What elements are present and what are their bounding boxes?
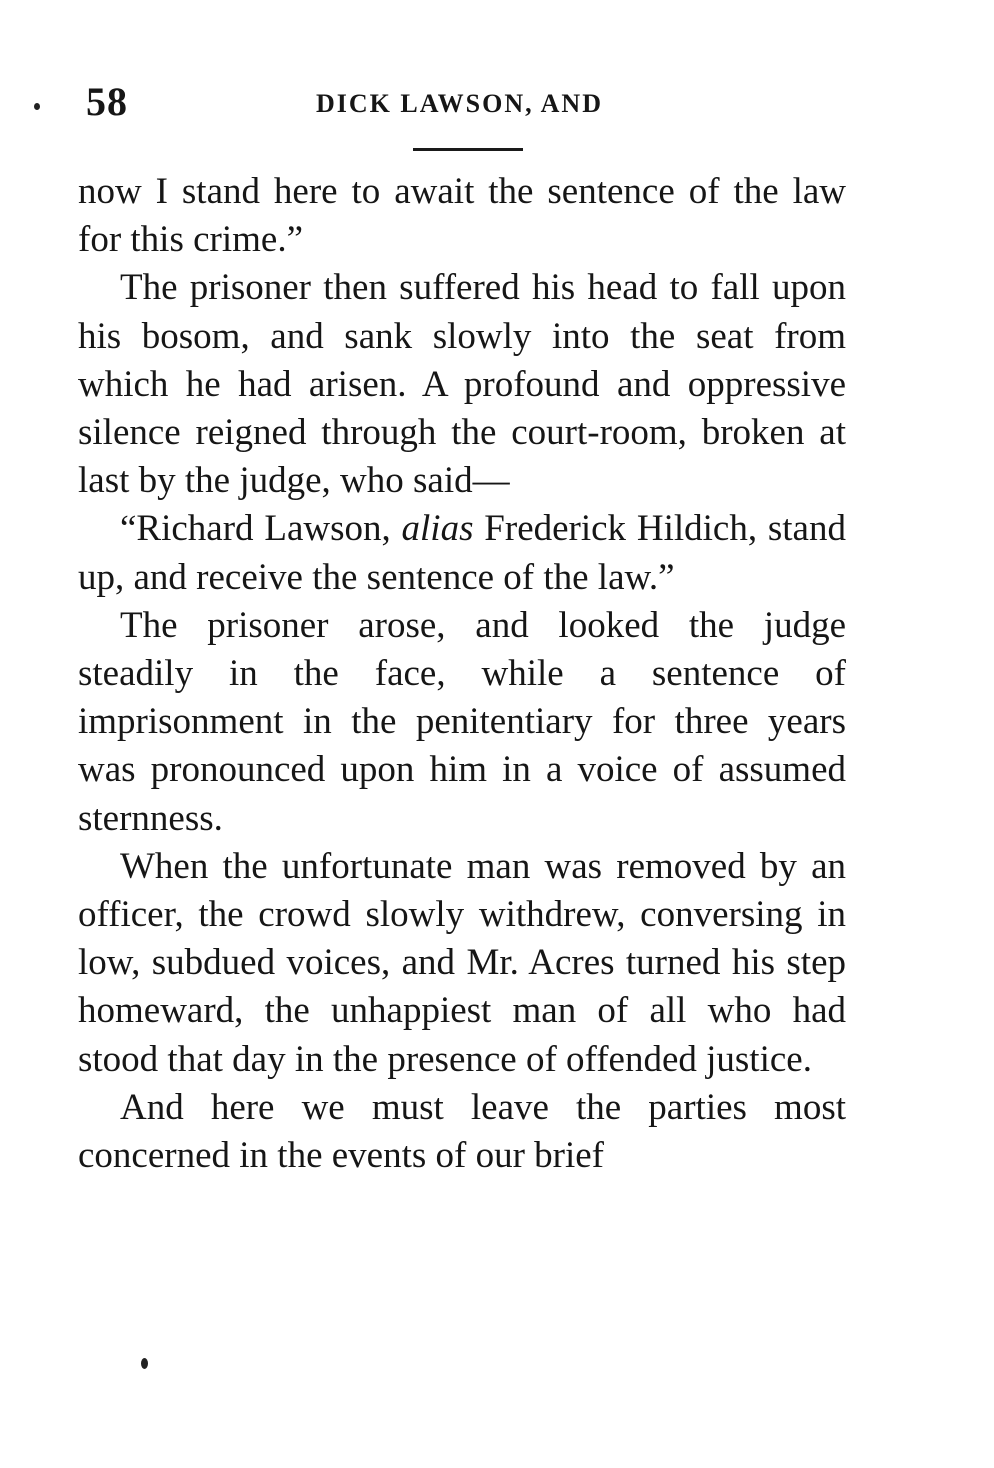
header-rule <box>413 148 523 151</box>
page-number: 58 <box>86 79 128 124</box>
running-title: DICK LAWSON, AND <box>316 89 603 118</box>
paragraph: When the unfortunate man was removed by an officer, the crowd slowly withdrew, conversing in low, subdued voices, and Mr. Acres turned his step homeward, the unhappiest man of all who had stood that day in the presence of offended justice. <box>78 845 846 1080</box>
quote-text: “Richard Lawson, <box>120 508 402 550</box>
paragraph: And here we must leave the parties most concerned in the events of our brief <box>78 1086 846 1177</box>
paragraph-judge-address <box>78 505 846 601</box>
paragraph-continued: now I stand here to await the sentence of the law for this crime.” <box>78 171 846 261</box>
paragraph: The prisoner then suffered his head to fall upon his bosom, and sank slowly into the seat from which he had arisen. A profound and oppressive silence reigned through the court-room, broken at last by the judge, who said— <box>78 267 846 502</box>
stray-ink-mark <box>34 103 40 110</box>
stray-ink-mark <box>141 1358 148 1369</box>
quote-text: Frederick Hildich, stand up, and receive the sentence of the law.” <box>78 508 846 598</box>
italic-word: alias <box>401 508 474 550</box>
body-text <box>78 168 846 1180</box>
paragraph: The prisoner arose, and looked the judge steadily in the face, while a sentence of imprisonment in the penitentiary for three years was pronounced upon him in a voice of assumed sternness. <box>78 604 846 839</box>
